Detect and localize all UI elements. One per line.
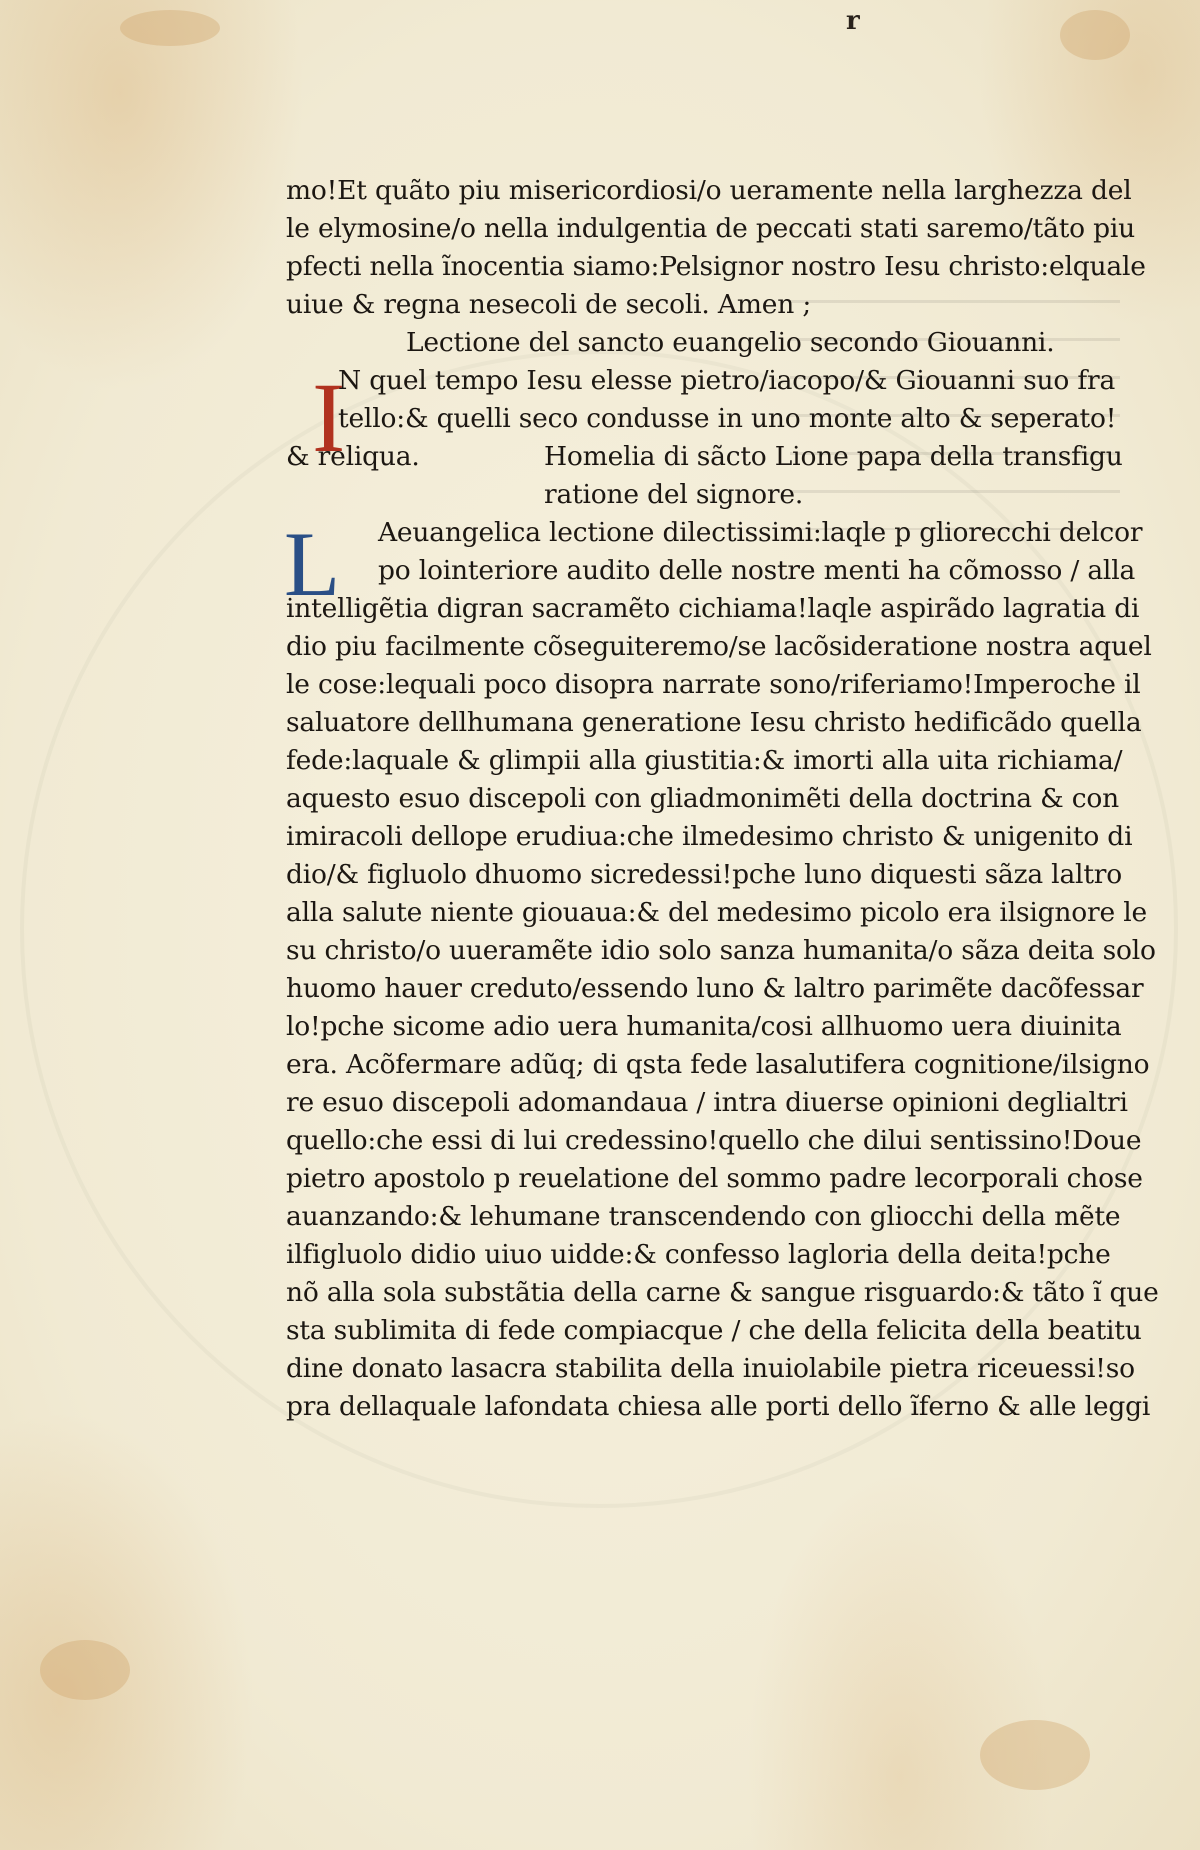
text-line: quello:che essi di lui credessino!quello che dilui sentissino!Doue: [286, 1125, 1142, 1156]
text-line: & reliqua.: [286, 441, 420, 472]
text-line: intelligẽtia digran sacramẽto cichiama!laqle aspirãdo lagratia di: [286, 593, 1140, 624]
initial-letter-l: L: [284, 513, 341, 615]
text-line: tello:& quelli seco condusse in uno monte alto & seperato!: [338, 403, 1117, 434]
text-line: auanzando:& lehumane transcendendo con gliocchi della mẽte: [286, 1201, 1121, 1232]
text-line: pra dellaquale lafondata chiesa alle porti dello ĩferno & alle leggi: [286, 1391, 1151, 1422]
homily-heading: Homelia di sãcto Lione papa della transfigu: [544, 441, 1123, 472]
text-line: ilfigluolo didio uiuo uidde:& confesso lagloria della deita!pche: [286, 1239, 1111, 1270]
paper-stain: [120, 10, 220, 46]
initial-letter-i: I: [312, 362, 346, 473]
section-heading: Lectione del sancto euangelio secondo Giouanni.: [406, 327, 1055, 358]
text-line: era. Acõfermare adũq; di qsta fede lasalutifera cognitione/ilsigno: [286, 1049, 1150, 1080]
text-line: po lointeriore audito delle nostre menti ha cõmosso / alla: [378, 555, 1136, 586]
text-line: su christo/o uueramẽte idio solo sanza humanita/o sãza deita solo: [286, 935, 1156, 966]
paper-stain: [980, 1720, 1090, 1790]
text-line: le elymosine/o nella indulgentia de peccati stati saremo/tãto piu: [286, 213, 1136, 244]
text-line: nõ alla sola substãtia della carne & sangue risguardo:& tãto ĩ que: [286, 1277, 1159, 1308]
text-line: saluatore dellhumana generatione Iesu christo hedificãdo quella: [286, 707, 1142, 738]
text-line: re esuo discepoli adomandaua / intra diuerse opinioni deglialtri: [286, 1087, 1128, 1118]
text-line: Aeuangelica lectione dilectissimi:laqle p gliorecchi delcor: [378, 517, 1143, 548]
text-line: pfecti nella ĩnocentia siamo:Pelsignor nostro Iesu christo:elquale: [286, 251, 1146, 282]
homily-heading: ratione del signore.: [544, 479, 804, 510]
text-line: dio piu facilmente cõseguiteremo/se lacõsideratione nostra aquel: [286, 631, 1152, 662]
text-line: uiue & regna nesecoli de secoli. Amen ;: [286, 289, 812, 320]
text-line: sta sublimita di fede compiacque / che della felicita della beatitu: [286, 1315, 1142, 1346]
text-line: fede:laquale & glimpii alla giustitia:& imorti alla uita richiama/: [286, 745, 1123, 776]
text-line: alla salute niente giouaua:& del medesimo picolo era ilsignore le: [286, 897, 1147, 928]
text-line: le cose:lequali poco disopra narrate sono/riferiamo!Imperoche il: [286, 669, 1141, 700]
text-line: dio/& figluolo dhuomo sicredessi!pche luno diquesti sãza laltro: [286, 859, 1122, 890]
text-line: N quel tempo Iesu elesse pietro/iacopo/& Giouanni suo fra: [338, 365, 1116, 396]
text-line: lo!pche sicome adio uera humanita/cosi allhuomo uera diuinita: [286, 1011, 1122, 1042]
text-line: dine donato lasacra stabilita della inuiolabile pietra riceuessi!so: [286, 1353, 1135, 1384]
folio-mark: r: [846, 6, 860, 36]
text-line: huomo hauer creduto/essendo luno & laltro parimẽte dacõfessar: [286, 973, 1144, 1004]
text-line: aquesto esuo discepoli con gliadmonimẽti della doctrina & con: [286, 783, 1120, 814]
paper-stain: [40, 1640, 130, 1700]
text-line: mo!Et quãto piu misericordiosi/o ueramente nella larghezza del: [286, 175, 1132, 206]
text-line: imiracoli dellope erudiua:che ilmedesimo christo & unigenito di: [286, 821, 1133, 852]
text-line: pietro apostolo p reuelatione del sommo padre lecorporali chose: [286, 1163, 1143, 1194]
paper-stain: [1060, 10, 1130, 60]
